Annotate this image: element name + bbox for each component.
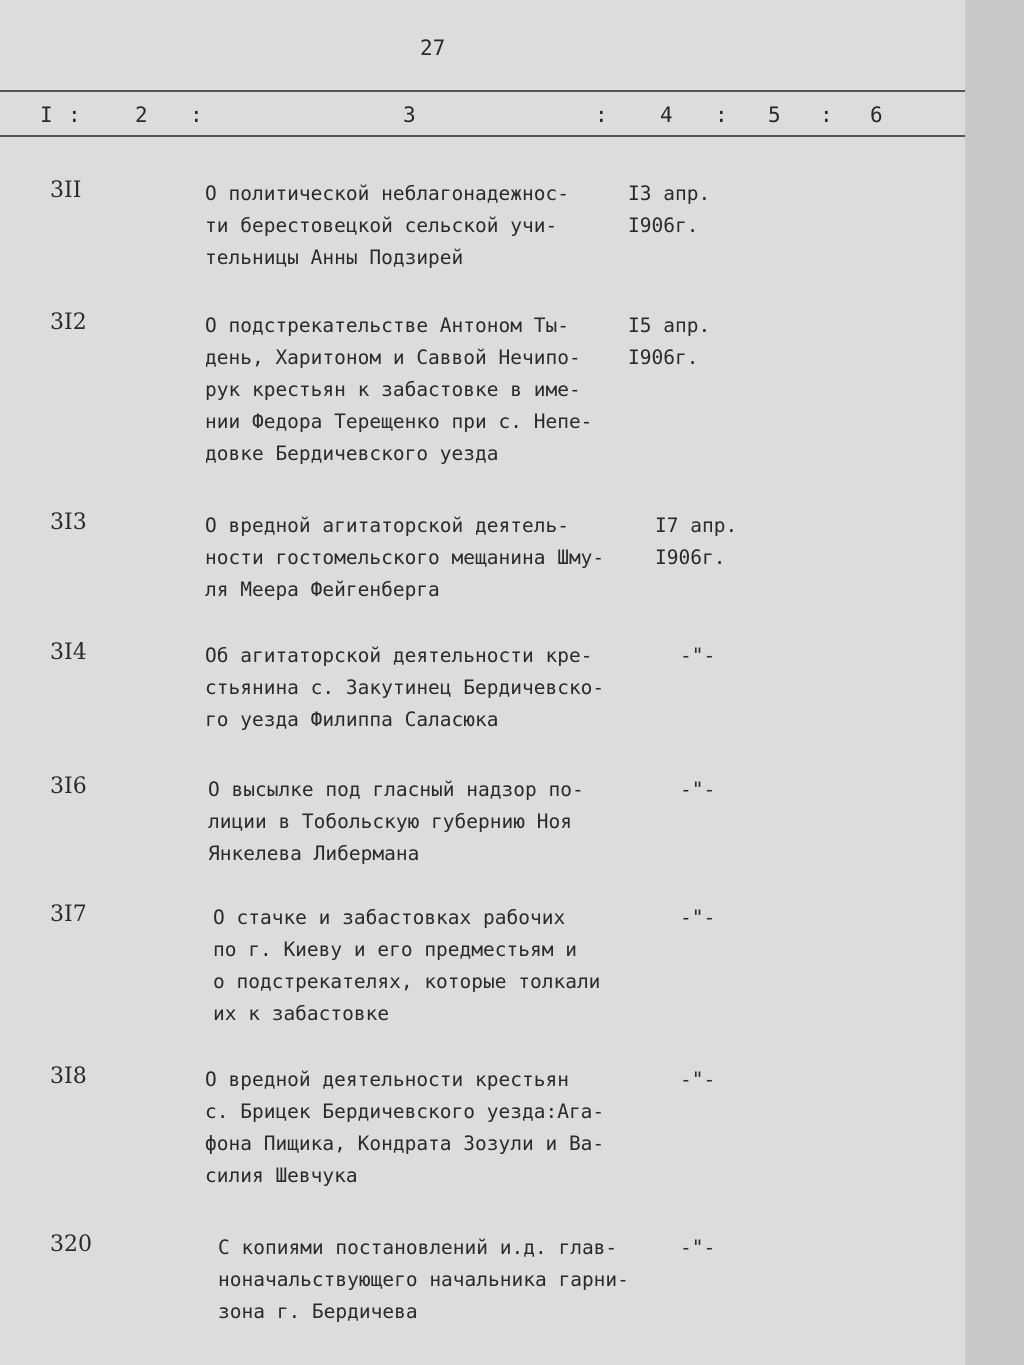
entry-date (655, 510, 737, 574)
date-line: -"- (680, 644, 716, 667)
column-separator: : (190, 103, 203, 127)
description-line: рук крестьян к забастовке в име- (205, 378, 581, 401)
description-line: стьянина с. Закутинец Бердичевско- (205, 676, 605, 699)
date-line: -"- (680, 1236, 716, 1259)
entry-description (208, 774, 584, 870)
description-line: О вредной агитаторской деятель- (205, 514, 569, 537)
description-line: О высылке под гласный надзор по- (208, 778, 584, 801)
entry-date (628, 178, 710, 242)
entry-number: 3II (50, 178, 82, 203)
entry-description (205, 178, 569, 274)
description-line: Янкелева Либермана (208, 842, 420, 865)
column-separator: : (68, 103, 81, 127)
entry-number: 3I2 (50, 310, 87, 335)
header-rule-top (0, 90, 965, 92)
description-line: ноначальствующего начальника гарни- (218, 1268, 629, 1291)
date-line: I906г. (628, 214, 699, 237)
entry-description (218, 1232, 629, 1328)
entry-date (680, 902, 715, 934)
description-line: ности гостомельского мещанина Шму- (205, 546, 605, 569)
entry-description (205, 640, 604, 736)
column-header-1: I (40, 103, 53, 127)
description-line: их к забастовке (213, 1002, 390, 1025)
date-line: -"- (680, 1068, 716, 1091)
column-header-3: 3 (403, 103, 416, 127)
description-line: О вредной деятельности крестьян (205, 1068, 569, 1091)
entry-date (680, 640, 715, 672)
description-line: силия Шевчука (205, 1164, 358, 1187)
date-line: I3 апр. (628, 182, 711, 205)
description-line: О политической неблагонадежнос- (205, 182, 569, 205)
description-line: тельницы Анны Подзирей (205, 246, 464, 269)
entry-number: 3I7 (50, 902, 87, 927)
description-line: нии Федора Терещенко при с. Непе- (205, 410, 593, 433)
entry-description (205, 1064, 604, 1192)
entry-description (205, 510, 604, 606)
description-line: О стачке и забастовках рабочих (213, 906, 566, 929)
date-line: -"- (680, 906, 716, 929)
description-line: С копиями постановлений и.д. глав- (218, 1236, 618, 1259)
description-line: довке Бердичевского уезда (205, 442, 499, 465)
entry-description (205, 310, 592, 470)
entry-number: 3I8 (50, 1064, 87, 1089)
entry-number: 320 (50, 1232, 92, 1257)
description-line: го уезда Филиппа Саласюка (205, 708, 499, 731)
description-line: лиции в Тобольскую губернию Ноя (208, 810, 572, 833)
header-rule-bottom (0, 135, 965, 137)
description-line: зона г. Бердичева (218, 1300, 418, 1323)
description-line: Об агитаторской деятельности кре- (205, 644, 593, 667)
description-line: день, Харитоном и Саввой Нечипо- (205, 346, 581, 369)
column-separator: : (715, 103, 728, 127)
entry-number: 3I6 (50, 774, 87, 799)
description-line: ти берестовецкой сельской учи- (205, 214, 558, 237)
date-line: I7 апр. (655, 514, 738, 537)
description-line: о подстрекателях, которые толкали (213, 970, 601, 993)
page-number: 27 (420, 36, 446, 60)
entry-date (680, 1064, 715, 1096)
date-line: I5 апр. (628, 314, 711, 337)
description-line: фона Пищика, Кондрата Зозули и Ва- (205, 1132, 605, 1155)
entry-number: 3I4 (50, 640, 87, 665)
entry-date (680, 774, 715, 806)
column-header-5: 5 (768, 103, 781, 127)
column-header-4: 4 (660, 103, 673, 127)
entry-description (213, 902, 600, 1030)
column-header-6: 6 (870, 103, 883, 127)
description-line: ля Меера Фейгенберга (205, 578, 440, 601)
date-line: -"- (680, 778, 716, 801)
entry-number: 3I3 (50, 510, 87, 535)
page-edge (965, 0, 1024, 1365)
date-line: I906г. (655, 546, 726, 569)
date-line: I906г. (628, 346, 699, 369)
description-line: с. Брицек Бердичевского уезда:Ага- (205, 1100, 605, 1123)
description-line: по г. Киеву и его предместьям и (213, 938, 577, 961)
column-header-2: 2 (135, 103, 148, 127)
entry-date (628, 310, 710, 374)
entry-date (680, 1232, 715, 1264)
description-line: О подстрекательстве Антоном Ты- (205, 314, 569, 337)
column-separator: : (820, 103, 833, 127)
column-separator: : (595, 103, 608, 127)
